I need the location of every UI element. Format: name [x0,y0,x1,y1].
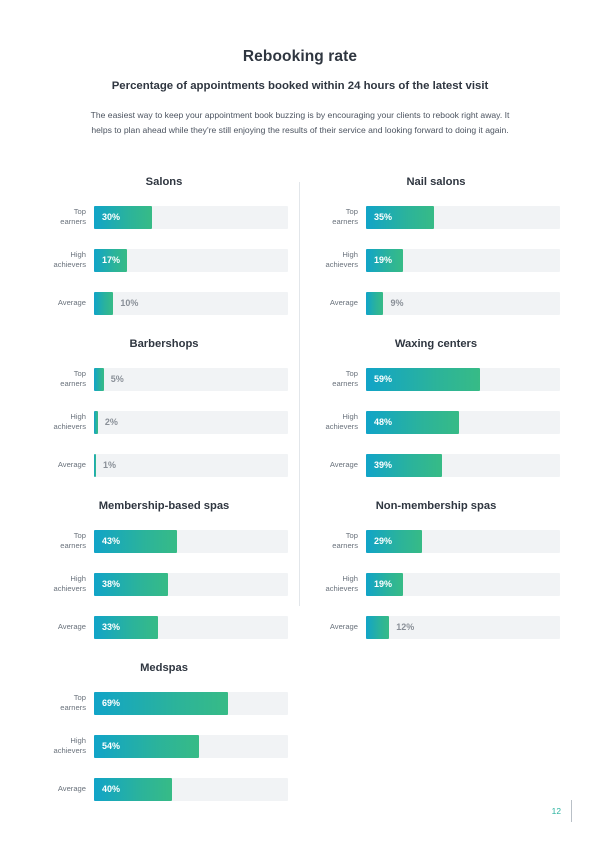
chart-bar [94,368,104,391]
chart-row-label-line: earners [60,379,86,389]
chart-bar-track [94,206,288,229]
chart-row-label [40,250,94,271]
chart-row-label [312,369,366,390]
chart-bar-row [312,409,560,435]
chart-bar-row [40,733,288,759]
chart-bar-row [312,247,560,273]
chart-bar-value: 43% [102,536,121,547]
chart-bar-track [94,454,288,477]
chart-bar-track [366,368,560,391]
chart-panel [28,338,300,478]
chart-row-label: Average [329,459,358,469]
chart-bar-row [40,571,288,597]
chart-bar-value: 40% [102,784,121,795]
chart-bar-value: 19% [374,255,393,266]
chart-row-label: Average [57,297,86,307]
page-header [0,0,600,138]
footer-rule [571,800,572,822]
chart-bar-row [40,290,288,316]
chart-bar-value: 5% [110,374,124,385]
chart-bar-track [94,292,288,315]
chart-bar-row [40,690,288,716]
chart-bar-value: 30% [102,212,121,223]
chart-bar-track [366,292,560,315]
chart-row-label [40,736,94,757]
chart-row-label [40,207,94,228]
chart-bar-value: 54% [102,741,121,752]
chart-bar-row [312,571,560,597]
chart-panel [28,176,300,316]
chart-bar-value: 38% [102,579,121,590]
chart-row-label-line: Top [345,368,358,378]
chart-row-label [40,412,94,433]
chart-bar-value: 2% [104,417,118,428]
chart-bar-track [94,530,288,553]
chart-bar-track [366,454,560,477]
chart-row-label-line: High [70,411,86,421]
chart-panel [300,500,572,640]
chart-row-label: Average [57,783,86,793]
chart-bar-row [312,366,560,392]
chart-bar-row [40,452,288,478]
chart-row-label [40,574,94,595]
chart-bar-track [94,692,288,715]
chart-row-label [312,412,366,433]
chart-row-label-line: High [342,573,358,583]
chart-bar-row [312,204,560,230]
chart-row-label-line: Top [345,206,358,216]
chart-panel [300,176,572,316]
chart-bar-track [366,411,560,434]
chart-row-label-line: earners [332,217,358,227]
chart-bar-value: 17% [102,255,121,266]
page-subtitle: Percentage of appointments booked within 24 hours of the latest visit [111,80,489,92]
chart-row-label: Average [329,621,358,631]
chart-bar-value: 59% [374,374,393,385]
chart-row-label-line: High [70,573,86,583]
chart-bar-row [40,776,288,802]
chart-panel-title: Salons [145,176,183,189]
chart-bar [94,411,98,434]
chart-bar-value: 69% [102,698,121,709]
chart-row-label-line: High [342,249,358,259]
chart-bar [94,292,113,315]
page-number: 12 [551,806,561,816]
chart-bar-row [40,247,288,273]
chart-row-label-line: High [70,249,86,259]
chart-row-label-line: achievers [53,746,86,756]
chart-row-label-line: High [342,411,358,421]
chart-bar [366,292,383,315]
chart-bar-value: 10% [120,298,139,309]
chart-bar-track [366,530,560,553]
chart-row-label: Average [329,297,358,307]
chart-bar-track [366,616,560,639]
chart-bar-value: 48% [374,417,393,428]
chart-row-label [40,693,94,714]
chart-bar-value: 33% [102,622,121,633]
chart-row-label-line: earners [60,541,86,551]
intro-paragraph: The easiest way to keep your appointment book buzzing is by encouraging your clients to rebook right away. It helps to plan ahead while they're still enjoying the results of their service and looking forward to doing it again. [90,110,510,136]
chart-bar-track [366,249,560,272]
chart-bar-track [94,368,288,391]
chart-row-label-line: earners [332,541,358,551]
chart-bar-value: 29% [374,536,393,547]
column-divider [299,182,300,606]
chart-bar-track [94,778,288,801]
chart-bar-value: 1% [102,460,116,471]
chart-row-label-line: achievers [53,422,86,432]
chart-bar-value: 39% [374,460,393,471]
chart-row-label-line: earners [60,703,86,713]
chart-panel-title: Waxing centers [394,338,478,351]
chart-row-label [312,531,366,552]
chart-row-label-line: Top [345,530,358,540]
chart-bar-value: 12% [396,622,415,633]
chart-bar-row [312,614,560,640]
chart-panel-title: Membership-based spas [98,500,230,513]
chart-row-label-line: achievers [325,422,358,432]
chart-bar-track [366,206,560,229]
chart-row-label [312,250,366,271]
page-title: Rebooking rate [242,48,358,65]
chart-row-label [312,207,366,228]
chart-panel [300,338,572,478]
page-footer [552,800,572,822]
chart-bar-track [94,735,288,758]
chart-bar-row [40,409,288,435]
chart-panel [28,500,300,640]
charts-grid [0,176,600,824]
chart-bar-track [94,249,288,272]
chart-bar [366,616,389,639]
chart-panel [28,662,300,802]
chart-bar-value: 9% [390,298,404,309]
chart-bar-track [94,411,288,434]
chart-row-label: Average [57,459,86,469]
chart-bar-row [312,452,560,478]
chart-bar-row [40,204,288,230]
chart-panel-title: Medspas [140,662,188,675]
chart-panel-title: Nail salons [406,176,466,189]
chart-row-label-line: Top [73,530,86,540]
chart-bar-row [40,528,288,554]
chart-panel-title: Non-membership spas [375,500,497,513]
chart-row-label-line: achievers [325,260,358,270]
chart-bar-value: 35% [374,212,393,223]
chart-row-label [312,574,366,595]
chart-row-label-line: achievers [53,260,86,270]
chart-bar-track [94,573,288,596]
chart-row-label-line: earners [332,379,358,389]
chart-bar-track [94,616,288,639]
chart-panel-title: Barbershops [129,338,199,351]
chart-bar-row [40,614,288,640]
chart-bar-track [366,573,560,596]
chart-row-label-line: High [70,735,86,745]
chart-bar-value: 19% [374,579,393,590]
chart-bar-row [40,366,288,392]
chart-row-label [40,369,94,390]
chart-row-label-line: Top [73,692,86,702]
chart-row-label [40,531,94,552]
chart-bar-row [312,290,560,316]
chart-row-label-line: achievers [53,584,86,594]
chart-row-label-line: earners [60,217,86,227]
chart-row-label-line: Top [73,368,86,378]
chart-row-label: Average [57,621,86,631]
chart-row-label-line: achievers [325,584,358,594]
chart-bar-row [312,528,560,554]
chart-row-label-line: Top [73,206,86,216]
chart-bar [94,454,96,477]
